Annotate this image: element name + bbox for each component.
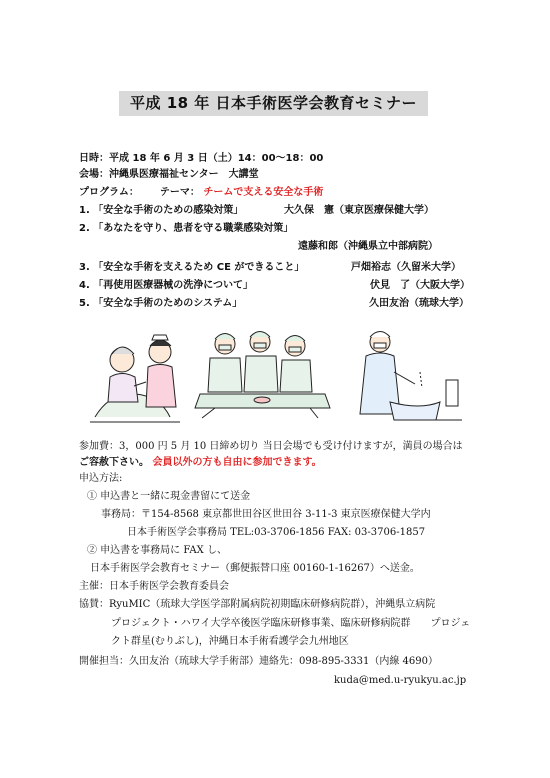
apply-method-2-detail: 日本手術医学会教育セミナー（郵便振替口座 00160-1-16267）へ送金。	[90, 563, 420, 574]
apply-label: 申込方法:	[79, 473, 123, 484]
cosponsor-line-2: プロジェクト・ハワイ大学卒後医学臨床研修事業、臨床研修病院群 プロジェ	[111, 618, 471, 629]
item-title: 「あなたを守り、患者を守る職業感染対策」	[93, 223, 294, 234]
venue: 会場：沖縄県医療福祉センター 大講堂	[79, 169, 259, 180]
medical-staff-illustration	[90, 322, 470, 432]
item-number: 5.	[79, 298, 90, 309]
item-title: 「安全な手術のためのシステム」	[93, 298, 243, 309]
program-item-1	[79, 204, 243, 217]
cosponsor-line-1: 協賛：RyuMIC（琉球大学医学部附属病院初期臨床研修病院群），沖縄県立病院	[79, 599, 436, 610]
program-item-5	[79, 297, 242, 310]
item-title: 「安全な手術のための感染対策」	[93, 205, 244, 216]
office-contact: 日本手術医学会事務局 TEL:03-3706-1856 FAX: 03-3706-1857	[127, 527, 426, 538]
contact-line: 開催担当：久田友治（琉球大学手術部）連絡先：098-895-3331（内線 4690）	[79, 656, 439, 667]
open-to-all-note: 会員以外の方も自由に参加できます。	[152, 457, 322, 468]
theme-label: テーマ：	[159, 187, 200, 198]
item-title: 「再使用医療器械の洗浄について」	[93, 280, 254, 291]
item-speaker: 大久保 憲（東京医療保健大学）	[284, 205, 434, 216]
organizer: 主催：日本手術医学会教育委員会	[79, 581, 229, 592]
theme-text: チームで支える安全な手術	[203, 187, 324, 198]
office-address: 事務局：〒154-8568 東京都世田谷区世田谷 3-11-3 東京医療保健大学内	[101, 509, 431, 520]
item-speaker: 遠藤和郎（沖縄県立中部病院）	[298, 241, 438, 252]
item-number: 2.	[79, 223, 90, 234]
item-number: 1.	[79, 205, 90, 216]
cosponsor-line-3: クト群星(むりぶし)，沖縄日本手術看護学会九州地区	[111, 636, 349, 647]
item-speaker: 久田友治（琉球大学）	[369, 298, 469, 309]
fee-line-2	[79, 456, 322, 469]
contact-email[interactable]: kuda@med.u-ryukyu.ac.jp	[334, 675, 467, 686]
item-number: 4.	[79, 280, 90, 291]
fee-line-1: 参加費：3，000 円 5 月 10 日締め切り 当日会場でも受け付けますが，満員の場合は	[79, 441, 463, 452]
apply-method-1: ① 申込書と一緒に現金書留にて送金	[87, 491, 251, 502]
item-speaker: 伏見 了（大阪大学）	[370, 280, 470, 291]
program-item-4	[79, 279, 253, 292]
program-label: プログラム：	[79, 187, 139, 198]
item-number: 3.	[79, 262, 90, 273]
item-speaker: 戸畑裕志（久留米大学）	[351, 262, 461, 273]
datetime: 日時：平成 18 年 6 月 3 日（土）14：00〜18：00	[79, 153, 324, 164]
item-title: 「安全な手術を支えるため CE ができること」	[93, 262, 305, 273]
program-heading	[79, 186, 323, 199]
page-title: 平成 18 年 日本手術医学会教育セミナー	[119, 91, 428, 116]
fee-note: ご容赦下さい。	[79, 457, 149, 468]
program-item-2	[79, 222, 293, 235]
apply-method-2: ② 申込書を事務局に FAX し、	[87, 545, 227, 556]
program-item-3	[79, 261, 304, 274]
